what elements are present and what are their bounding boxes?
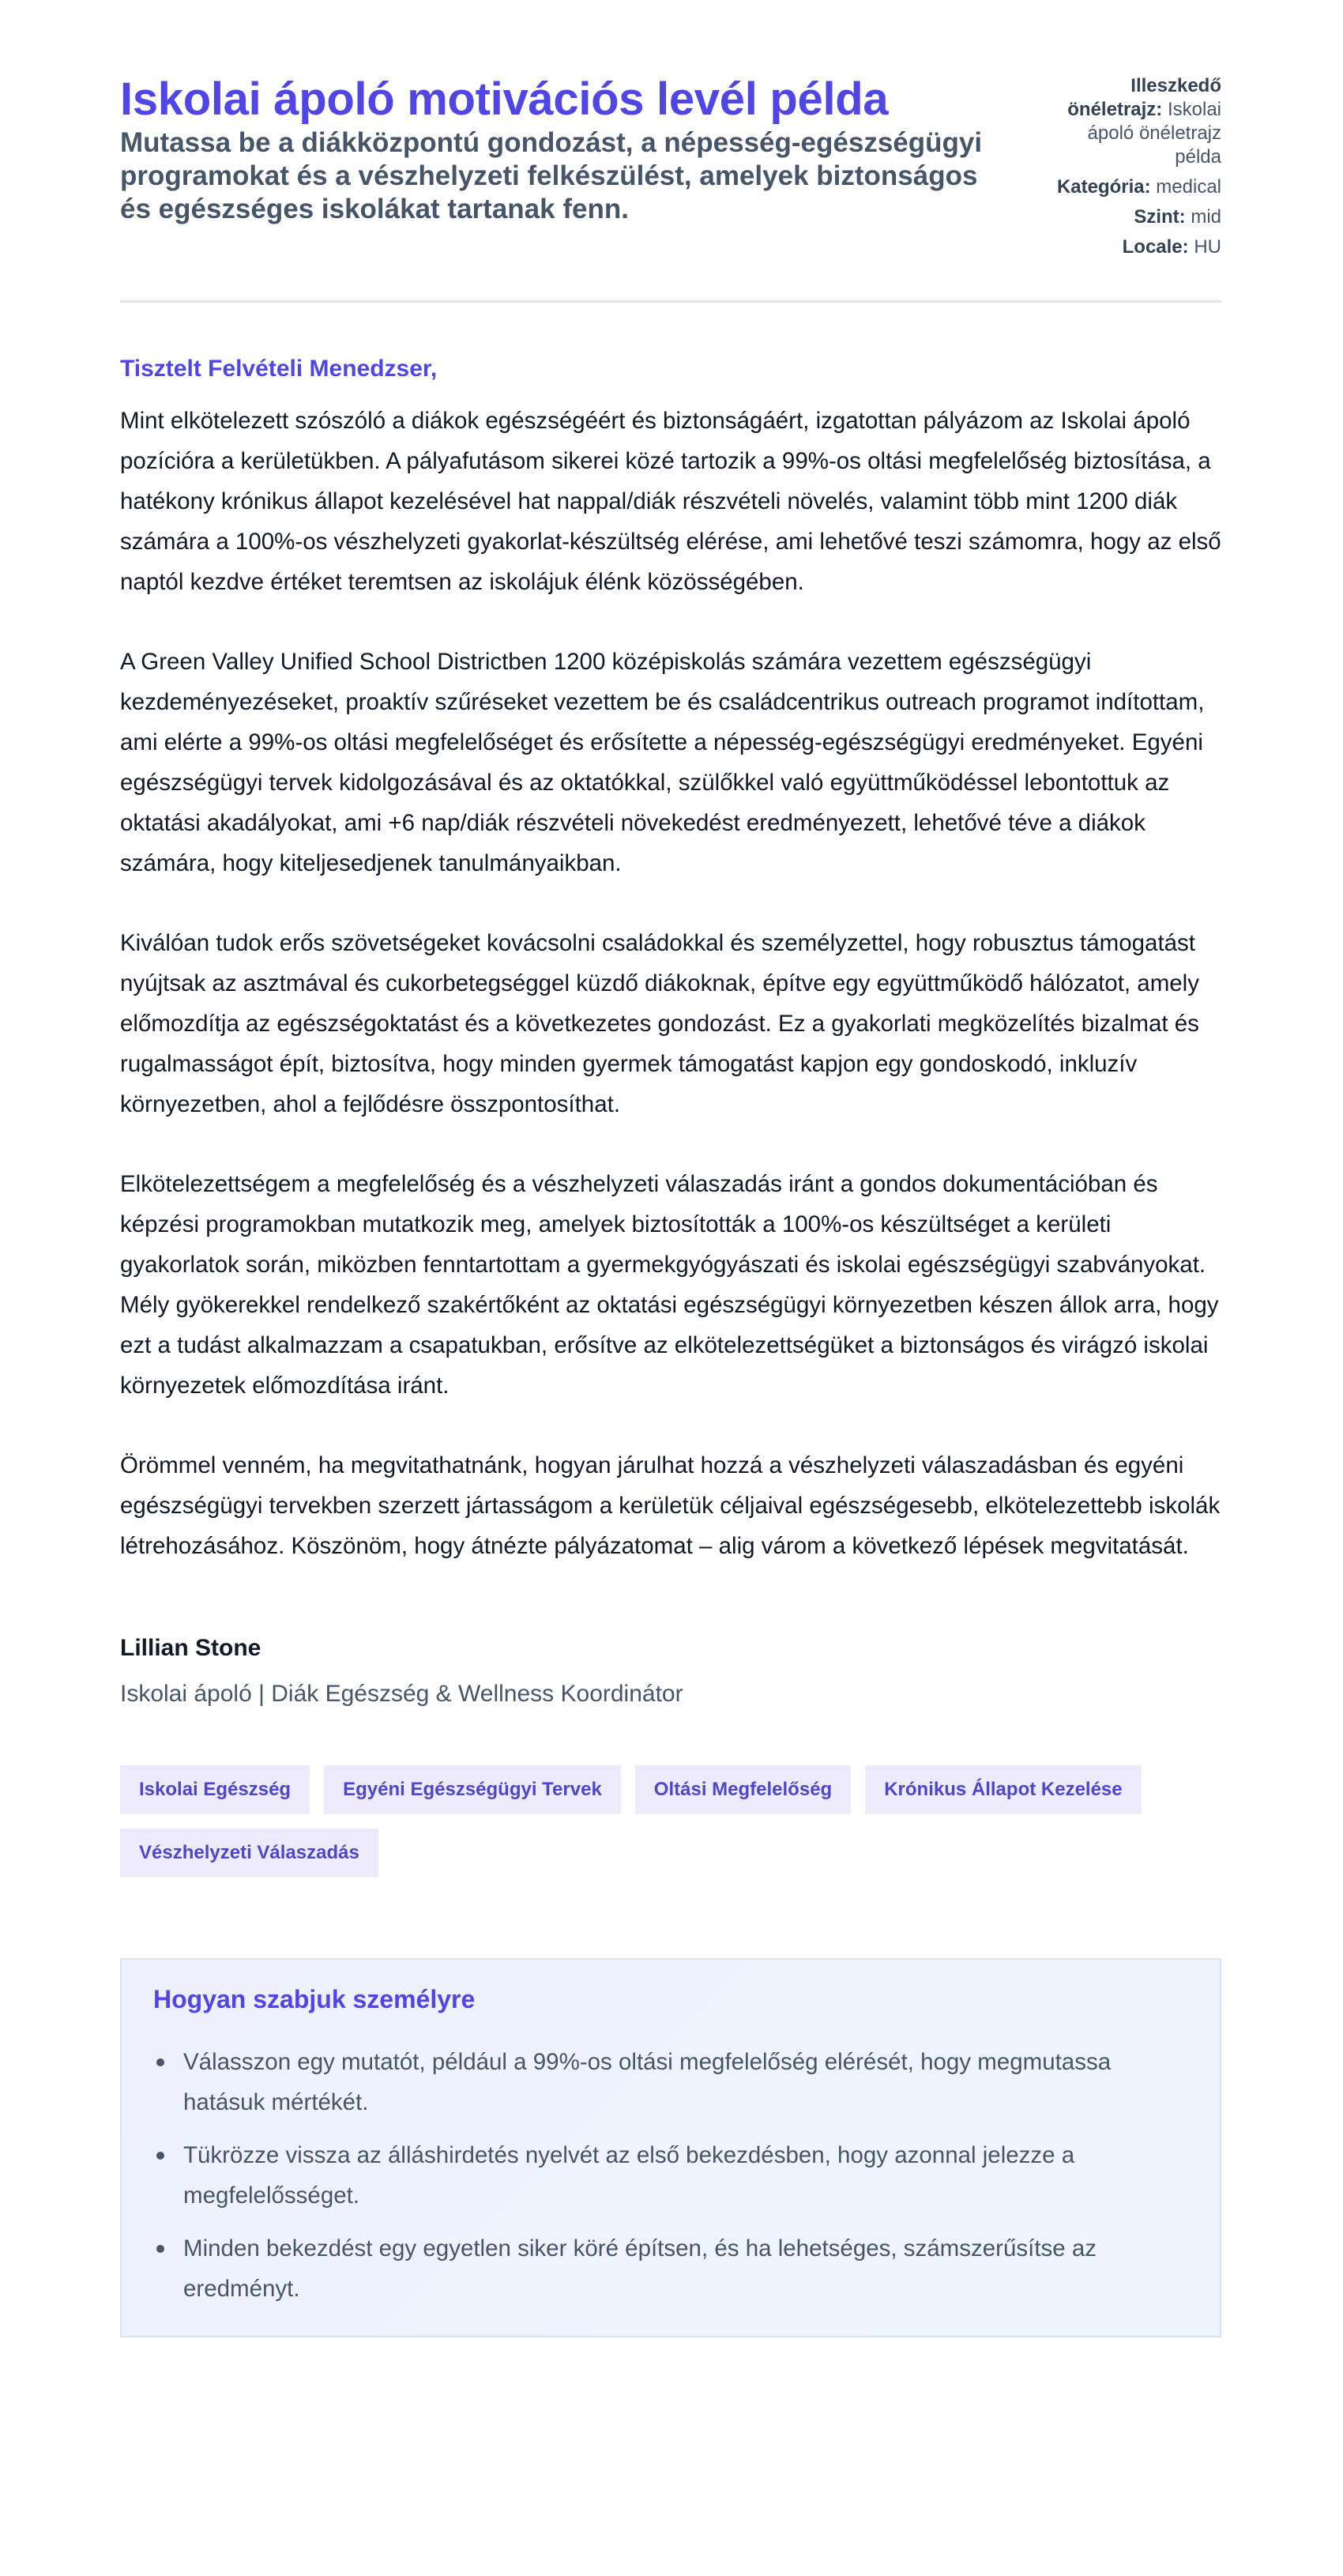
tip-text: Tükrözze vissza az álláshirdetés nyelvét az első bekezdésben, hogy azonnal jelezze a megfelelősséget. xyxy=(183,2142,1075,2209)
letter-paragraph: Kiválóan tudok erős szövetségeket kovácsolni családokkal és személyzettel, hogy robusztus támogatást nyújtsak az asztmával és cukorbetegséggel küzdő diákoknak, építve egy együttműködő hálózatot, amely előmozdítja az egészségoktatást és a következetes gondozást. Ez a gyakorlati megközelítés bizalmat és rugalmasságot épít, biztosítva, hogy minden gyermek támogatást kapjon egy gondoskodó, inkluzív környezetben, ahol a fejlődésre összpontosíthat. xyxy=(120,930,1199,1117)
skill-tags xyxy=(120,1765,1221,1877)
page-subtitle: Mutassa be a diákközpontú gondozást, a népesség-egészségügyi programokat és a vészhelyzeti felkészülést, amelyek biztonságos és egészséges iskolákat tartanak fenn. xyxy=(120,127,983,224)
meta-locale xyxy=(1040,235,1221,259)
letter-greeting: Tisztelt Felvételi Menedzser, xyxy=(120,356,438,382)
page-header xyxy=(120,73,1221,303)
signature-title: Iskolai ápoló | Diák Egészség & Wellness Koordinátor xyxy=(120,1681,683,1707)
skill-tag: Oltási Megfelelőség xyxy=(635,1765,851,1814)
tip-item xyxy=(183,2135,1188,2216)
letter-paragraph: A Green Valley Unified School Districtben 1200 középiskolás számára vezettem egészségügyi kezdeményezéseket, proaktív szűréseket vezettem be és családcentrikus outreach programot indítottam, ami elérte a 99%-os oltási megfelelőséget és erősítette a népesség-egészségügyi eredményeket. Egyéni egészségügyi tervek kidolgozásával és az oktatókkal, szülőkkel való együttműködéssel lebontottuk az oktatási akadályokat, ami +6 nap/diák részvételi növekedést eredményezett, lehetővé téve a diákok számára, hogy kiteljesedjenek tanulmányaikban. xyxy=(120,649,1205,876)
meta-label: Szint: xyxy=(1134,206,1186,228)
matching-resume-link[interactable]: Iskolai ápoló önéletrajz példa xyxy=(1087,99,1221,168)
tip-text: Minden bekezdést egy egyetlen siker köré építsen, és ha lehetséges, számszerűsítse az eredményt. xyxy=(183,2235,1097,2302)
letter-body xyxy=(120,353,1221,1710)
page-title: Iskolai ápoló motivációs levél példa xyxy=(120,73,889,125)
meta-label: Locale: xyxy=(1122,236,1189,258)
meta-value: medical xyxy=(1156,176,1221,198)
meta-matching-resume xyxy=(1040,74,1221,169)
tip-text: Válasszon egy mutatót, például a 99%-os oltási megfelelőség elérését, hogy megmutassa hatásuk mértékét. xyxy=(183,2049,1112,2115)
tips-title: Hogyan szabjuk személyre xyxy=(153,1985,476,2013)
bullet-icon xyxy=(156,2245,164,2253)
meta-category xyxy=(1040,175,1221,199)
bullet-icon xyxy=(156,2152,164,2160)
signature-block xyxy=(120,1633,1221,1710)
header-titles xyxy=(120,73,1005,226)
meta-panel xyxy=(1040,73,1221,266)
tip-item xyxy=(183,2228,1188,2309)
meta-label: Kategória: xyxy=(1056,176,1151,198)
skill-tag: Vészhelyzeti Válaszadás xyxy=(120,1828,378,1877)
skill-tag: Egyéni Egészségügyi Tervek xyxy=(324,1765,621,1814)
meta-level xyxy=(1040,205,1221,229)
tips-list xyxy=(153,2042,1188,2309)
skill-tag: Iskolai Egészség xyxy=(120,1765,310,1814)
letter-paragraph: Elkötelezettségem a megfelelőség és a vészhelyzeti válaszadás iránt a gondos dokumentációban és képzési programokban mutatkozik meg, amelyek biztosították a 100%-os készültséget a kerületi gyakorlatok során, miközben fenntartottam a gyermekgyógyászati és iskolai egészségügyi szabványokat. Mély gyökerekkel rendelkező szakértőként az oktatási egészségügyi környezetben készen állok arra, hogy ezt a tudást alkalmazzam a csapatukban, erősítve az elkötelezettségüket a biztonságos és virágzó iskolai környezetek előmozdítása iránt. xyxy=(120,1171,1219,1399)
customization-tips-box xyxy=(120,1958,1221,2337)
bullet-icon xyxy=(156,2058,164,2066)
signature-name: Lillian Stone xyxy=(120,1635,261,1661)
letter-paragraph: Örömmel venném, ha megvitathatnánk, hogyan járulhat hozzá a vészhelyzeti válaszadásban és egyéni egészségügyi tervekben szerzett jártasságom a kerületük céljaival egészségesebb, elkötelezettebb iskolák létrehozásához. Köszönöm, hogy átnézte pályázatomat – alig várom a következő lépések megvitatását. xyxy=(120,1452,1221,1559)
letter-paragraph: Mint elkötelezett szószóló a diákok egészségéért és biztonságáért, izgatottan pályázom az Iskolai ápoló pozícióra a kerületükben. A pályafutásom sikerei közé tartozik a 99%-os oltási megfelelőség biztosítása, a hatékony krónikus állapot kezelésével hat nappal/diák részvételi növelés, valamint több mint 1200 diák számára a 100%-os vészhelyzeti gyakorlat-készültség elérése, ami lehetővé teszi számomra, hogy az első naptól kezdve értéket teremtsen az iskolájuk élénk közösségében. xyxy=(120,408,1221,595)
skill-tag: Krónikus Állapot Kezelése xyxy=(865,1765,1141,1814)
meta-value: HU xyxy=(1194,236,1221,258)
tip-item xyxy=(183,2042,1188,2122)
meta-value: mid xyxy=(1191,206,1221,228)
meta-label: Illeszkedő önéletrajz: xyxy=(1067,75,1221,120)
